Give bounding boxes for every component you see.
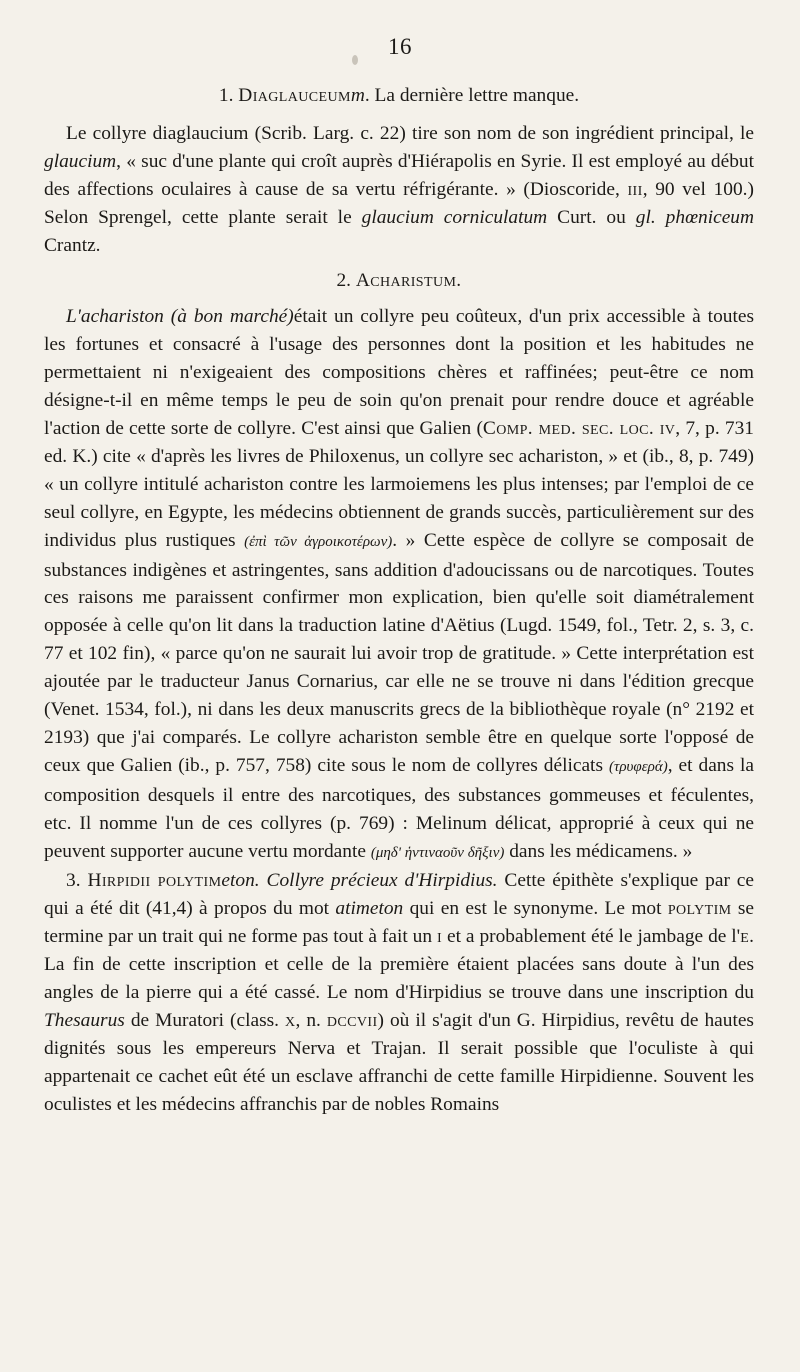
entry-3-paragraph: 3. Hirpidii polytimeton. Collyre précieux d'Hirpidius. Cette épithète s'explique par ce qui a été dit (41,4) à propos du mot atimeton qui en est le synonyme. Le mot polytim se termine par un trait qui ne forme pas tout à fait un i et a probablement été le jambage de l'e. La fin de cette inscription et celle de la première étaient placées sans doute à l'un des angles de la pierre qui a été cassé. Le nom d'Hirpidius se trouve dans une inscription du Thesaurus de Muratori (class. x, n. dccvii) où il s'agit d'un G. Hirpidius, revêtu de hautes dignités sous les empereurs Nerva et Trajan. Il serait possible que l'oculiste à qui appartenait ce cachet eût été un esclave affranchi de cette famille Hirpidienne. Souvent les oculistes et les médecins affranchis par de nobles Romains — [44, 870, 755, 1115]
page-number: 16 — [388, 34, 412, 59]
body-text — [44, 82, 754, 1119]
entry-2-paragraph: L'achariston (à bon marché)était un collyre peu coûteux, d'un prix accessible à toutes les fortunes et consacré à l'usage des personnes dont la position et les habitudes ne permettaient ni n'exigeaient des compositions chères et raffinées; peut-être ce nom désigne-t-il en même temps le peu de soin qu'on prenait pour rendre douce et agréable l'action de cette sorte de collyre. C'est ainsi que Galien (Comp. med. sec. loc. iv, 7, p. 731 ed. K.) cite « d'après les livres de Philoxenus, un collyre sec achariston, » et (ib., 8, p. 749) « un collyre intitulé achariston contre les larmoiemens les plus intenses; par l'emploi de ce seul collyre, en Egypte, les médecins obtiennent de grands succès, particulièrement sur des individus plus rustiques (ἐπὶ τῶν ἀγροικοτέρων). » Cette espèce de collyre se composait de substances indigènes et astringentes, sans addition d'adoucissans ou de narcotiques. Toutes ces raisons me paraissent confirmer mon explication, bien qu'elle soit diamétralement opposée à celle qu'on lit dans la traduction latine d'Aëtius (Lugd. 1549, fol., Tetr. 2, s. 3, c. 77 et 102 fin), « parce qu'on ne saurait lui avoir trop de gratitude. » Cette interprétation est ajoutée par le traducteur Janus Cornarius, car elle ne se trouve ni dans l'édition grecque (Venet. 1534, fol.), ni dans les deux manuscrits grecs de la bibliothèque royale (n° 2192 et 2193) que j'ai comparés. Le collyre achariston semble être en quelque sorte l'opposé de ceux que Galien (ib., p. 757, 758) cite sous le nom de collyres délicats (τρυφερά), et dans la composition desquels il entre des narcotiques, des substances gommeuses et féculentes, etc. Il nomme l'un de ces collyres (p. 769) : Melinum délicat, approprié à ceux qui ne peuvent supporter aucune vertu mordante (μηδ' ἡντιναοῦν δῆξιν) dans les médicamens. » — [44, 306, 755, 862]
entry-2-heading: 2. Acharistum. — [336, 270, 462, 292]
entry-1-paragraph: Le collyre diaglaucium (Scrib. Larg. c. 22) tire son nom de son ingrédient principal, le glaucium, « suc d'une plante qui croît auprès d'Hiérapolis en Syrie. Il est employé au début des affections oculaires à cause de sa vertu réfrigérante. » (Dioscoride, iii, 90 vel 100.) Selon Sprengel, cette plante serait le glaucium corniculatum Curt. ou gl. phœniceum Crantz. — [44, 122, 755, 256]
entry-1-heading: 1. Diaglauceumm. La dernière lettre manque. — [218, 85, 580, 106]
